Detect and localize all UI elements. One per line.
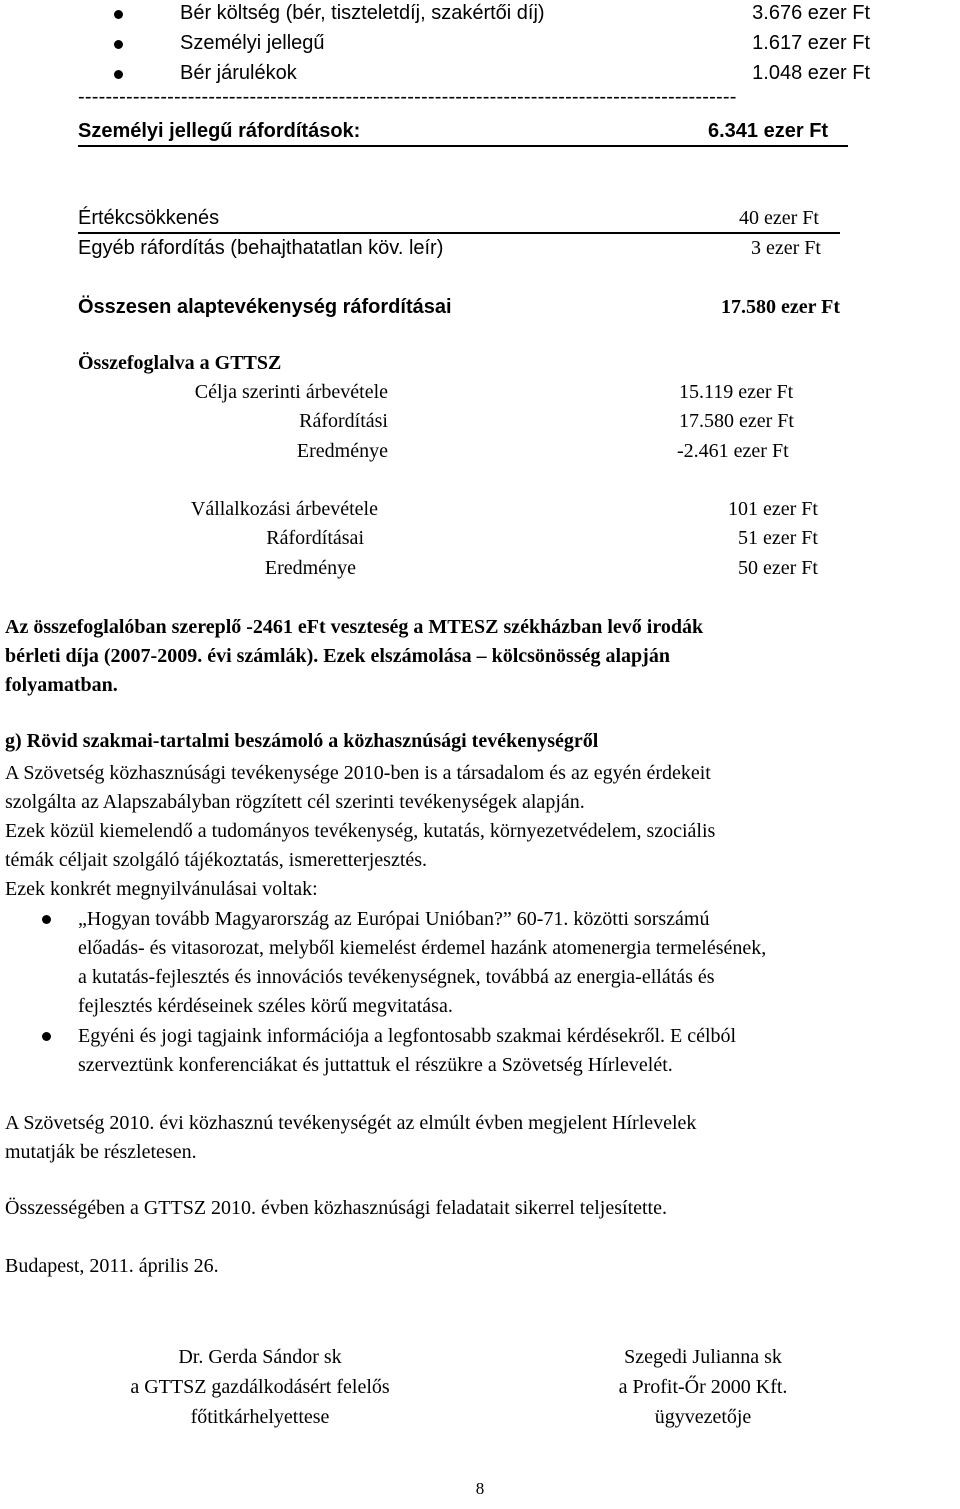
cost-item-value: 1.048 ezer Ft <box>752 62 870 84</box>
signatory-role: a Profit-Őr 2000 Kft. <box>618 1376 788 1398</box>
other-expense-label: Egyéb ráfordítás (behajthatatlan köv. leír) <box>78 237 444 259</box>
bullet-line: szerveztünk konferenciákat és juttattuk el részükre a Szövetség Hírlevelét. <box>78 1054 673 1076</box>
personnel-total-label: Személyi jellegű ráfordítások: <box>78 120 361 142</box>
bullet-line: „Hogyan tovább Magyarország az Európai Unióban?” 60-71. közötti sorszámú <box>78 908 710 930</box>
paragraph-line: témák céljait szolgáló tájékoztatás, ismeretterjesztés. <box>5 849 428 871</box>
loss-note-line: bérleti díja (2007-2009. évi számlák). Ezek elszámolása – kölcsönösség alapján <box>5 645 670 667</box>
signature-block-left <box>60 1342 460 1432</box>
section-g-heading: g) Rövid szakmai-tartalmi beszámoló a közhasznúsági tevékenységről <box>5 730 599 752</box>
summary-core-value: -2.461 ezer Ft <box>677 440 789 462</box>
personnel-total-underline <box>78 145 848 147</box>
bullet-icon <box>114 10 123 19</box>
bullet-line: a kutatás-fejlesztés és innovációs tevékenységnek, továbbá az energia-ellátás és <box>78 966 715 988</box>
summary-business-label: Vállalkozási árbevétele <box>190 498 378 520</box>
bullet-icon <box>42 1032 51 1041</box>
summary-core-value: 17.580 ezer Ft <box>679 410 794 432</box>
summary-business-label: Eredménye <box>264 557 356 579</box>
summary-business-label: Ráfordításai <box>266 527 364 549</box>
signatory-title: ügyvezetője <box>654 1406 752 1428</box>
paragraph-line: A Szövetség 2010. évi közhasznú tevékenységét az elmúlt évben megjelent Hírlevelek <box>5 1112 697 1134</box>
depreciation-underline <box>78 232 840 234</box>
depreciation-label: Értékcsökkenés <box>78 207 220 229</box>
paragraph-line: mutatják be részletesen. <box>5 1141 197 1163</box>
cost-item-label: Bér járulékok <box>180 62 297 84</box>
personnel-total-value: 6.341 ezer Ft <box>708 120 829 142</box>
signatory-role: a GTTSZ gazdálkodásért felelős <box>130 1376 390 1398</box>
loss-note-line: Az összefoglalóban szereplő -2461 eFt veszteség a MTESZ székházban levő irodák <box>5 616 704 638</box>
summary-core-value: 15.119 ezer Ft <box>679 381 794 403</box>
bullet-icon <box>42 915 51 924</box>
summary-core-label: Célja szerinti árbevétele <box>194 381 388 403</box>
bullet-line: fejlesztés kérdéseinek széles körű megvitatása. <box>78 995 453 1017</box>
summary-business-value: 50 ezer Ft <box>738 557 818 579</box>
cost-item-value: 3.676 ezer Ft <box>752 2 870 24</box>
bullet-icon <box>114 70 123 79</box>
signatory-title: főtitkárhelyettese <box>190 1406 330 1428</box>
signature-block-right <box>503 1342 903 1432</box>
page-number: 8 <box>475 1479 485 1498</box>
cost-item-label: Bér költség (bér, tiszteletdíj, szakértői díj) <box>180 2 545 24</box>
summary-heading: Összefoglalva a GTTSZ <box>78 352 282 374</box>
summary-business-value: 101 ezer Ft <box>728 498 818 520</box>
bullet-line: Egyéni és jogi tagjaink információja a legfontosabb szakmai kérdésekről. E célból <box>78 1025 737 1047</box>
dashed-separator: ------------------------------------------------------------------------------------------------ <box>78 86 737 108</box>
loss-note-line: folyamatban. <box>5 674 118 696</box>
summary-business-value: 51 ezer Ft <box>738 527 818 549</box>
other-expense-value: 3 ezer Ft <box>751 237 821 259</box>
paragraph-line: szolgálta az Alapszabályban rögzített cél szerinti tevékenységek alapján. <box>5 791 585 813</box>
signatory-name: Szegedi Julianna sk <box>624 1346 782 1368</box>
core-total-label: Összesen alaptevékenység ráfordításai <box>78 296 452 318</box>
cost-item-value: 1.617 ezer Ft <box>752 32 870 54</box>
paragraph-line: A Szövetség közhasznúsági tevékenysége 2010-ben is a társadalom és az egyén érdekeit <box>5 762 711 784</box>
cost-item-label: Személyi jellegű <box>180 32 325 54</box>
bullet-line: előadás- és vitasorozat, melyből kiemelést érdemel hazánk atomenergia termelésének, <box>78 937 767 959</box>
core-total-value: 17.580 ezer Ft <box>721 296 841 318</box>
bullet-icon <box>114 40 123 49</box>
paragraph-line: Ezek konkrét megnyilvánulásai voltak: <box>5 878 318 900</box>
conclusion-text: Összességében a GTTSZ 2010. évben közhasznúsági feladatait sikerrel teljesítette. <box>5 1197 667 1219</box>
summary-core-label: Ráfordítási <box>299 410 388 432</box>
signatory-name: Dr. Gerda Sándor sk <box>178 1346 342 1368</box>
summary-core-label: Eredménye <box>296 440 388 462</box>
depreciation-value: 40 ezer Ft <box>739 207 819 229</box>
paragraph-line: Ezek közül kiemelendő a tudományos tevékenység, kutatás, környezetvédelem, szociális <box>5 820 716 842</box>
place-date: Budapest, 2011. április 26. <box>5 1255 219 1277</box>
